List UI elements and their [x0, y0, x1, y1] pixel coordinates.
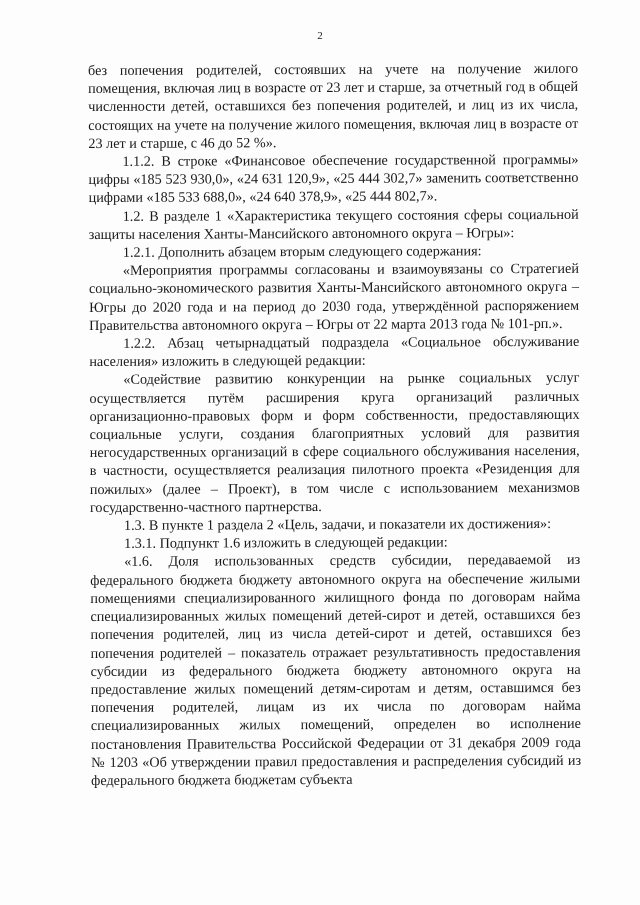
- paragraph-quote-competition: «Содействие развитию конкуренции на рынке социальных услуг осуществляется путём расширения круга организаций различных организационно-правовых форм и форм собственности, предоставляющих социальные услуги, создания благоприятных условий для развития негосударственных организаций в сфере социального обслуживания населения, в частности, осуществляется реализация пилотного проекта «Резиденция для пожилых» (далее – Проект), в том числе с использованием механизмов государственно-частного партнерства.: [89, 370, 580, 516]
- paragraph-1-3: 1.3. В пункте 1 раздела 2 «Цель, задачи, и показатели их достижения»:: [123, 516, 552, 534]
- paragraph-1-2-2: 1.2.2. Абзац четырнадцатый подраздела «Социальное обслуживание населения» изложить в следующей редакции:: [89, 333, 580, 371]
- paragraph-1-1-2: 1.1.2. В строке «Финансовое обеспечение государственной программы» цифры «185 523 930,0», «24 631 120,9», «25 444 302,7» заменить соответственно цифрами «185 533 688,0», «24 640 378,9», «25 444 802,7».: [88, 151, 579, 207]
- document-body: [88, 60, 581, 790]
- paragraph-1-2-1: 1.2.1. Дополнить абзацем вторым следующего содержания:: [122, 243, 482, 261]
- paragraph-1-3-1: 1.3.1. Подпункт 1.6 изложить в следующей редакции:: [124, 534, 448, 553]
- page-number: 2: [317, 30, 323, 42]
- paragraph-1-2: 1.2. В разделе 1 «Характеристика текущего состояния сферы социальной защиты населения Ханты-Мансийского автономного округа – Югры»:: [88, 206, 579, 243]
- paragraph-quote-strategy: «Мероприятия программы согласованы и взаимоувязаны со Стратегией социально-экономического развития Ханты-Мансийского автономного округа – Югры до 2020 года и на период до 2030 года, утверждённой распоряжением Правительства автономного округа – Югры от 22 марта 2013 года № 101-рп.».: [88, 261, 580, 334]
- paragraph-quote-1-6: «1.6. Доля использованных средств субсидии, передаваемой из федерального бюджета бюджету автономного округа на обеспечение жилыми помещениями специализированного жилищного фонда по договорам найма специализированных жилых помещений детей-сирот и детей, оставшихся без попечения родителей, лиц из числа детей-сирот и детей, оставшихся без попечения родителей – показатель отражает результативность предоставления субсидии из федерального бюджета бюджету автономного округа на предоставление жилых помещений детям-сиротам и детям, оставшимся без попечения родителей, лицам из их числа по договорам найма специализированных жилых помещений, определен во исполнение постановления Правительства Российской Федерации от 31 декабря 2009 года № 1203 «Об утверждении правил предоставления и распределения субсидий из федерального бюджета бюджетам субъекта: [90, 552, 582, 789]
- paragraph-continuation: без попечения родителей, состоявших на учете на получение жилого помещения, включая лиц в возрасте от 23 лет и старше, за отчетный год в общей численности детей, оставшихся без попечения родителей, и лиц из их числа, состоящих на учете на получение жилого помещения, включая лиц в возрасте от 23 лет и старше, с 46 до 52 %».: [88, 60, 579, 152]
